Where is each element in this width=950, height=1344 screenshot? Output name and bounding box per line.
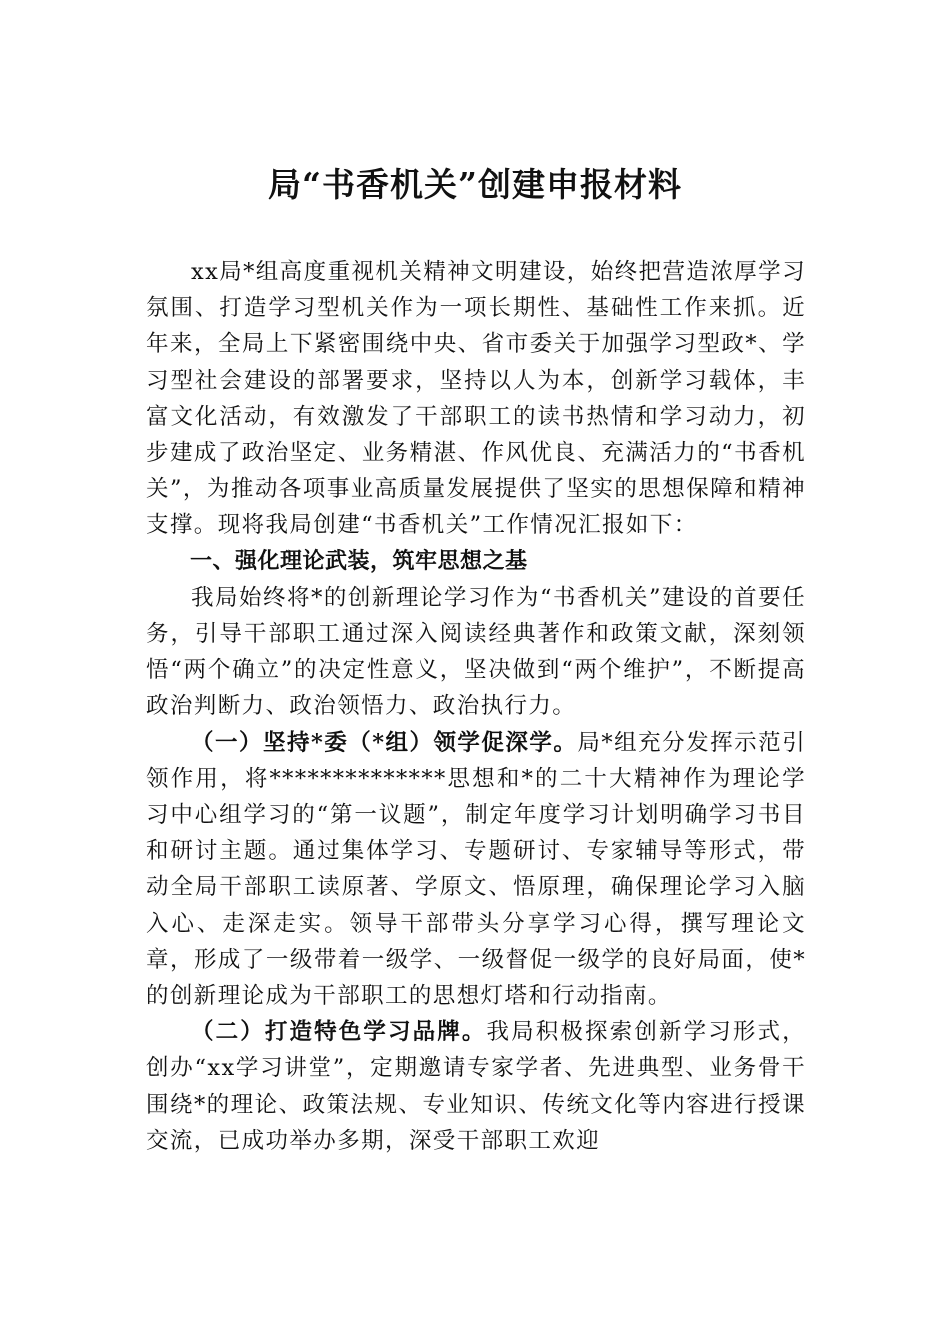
document-title: 局“书香机关”创建申报材料 [268, 165, 682, 204]
subsection-1-paragraph [146, 725, 806, 1015]
section-heading-1: 一、强化理论武装，筑牢思想之基 [190, 548, 528, 574]
intro-paragraph: xx局*组高度重视机关精神文明建设，始终把营造浓厚学习氛围、打造学习型机关作为一项长期性、基础性工作来抓。近年来，全局上下紧密围绕中央、省市委关于加强学习型政*、学习型社会建设的部署要求，坚持以人为本，创新学习载体，丰富文化活动，有效激发了干部职工的读书热情和学习动力，初步建成了政治坚定、业务精湛、作风优良、充满活力的“书香机关”，为推动各项事业高质量发展提供了坚实的思想保障和精神支撑。现将我局创建“书香机关”工作情况汇报如下： [146, 259, 806, 539]
subsection-2-paragraph [146, 1014, 806, 1159]
subsection-1-text: 局*组充分发挥示范引领作用，将**************思想和*的二十大精神作为理论学习中心组学习的“第一议题”，制定年度学习计划明确学习书目和研讨主题。通过集体学习、专题研讨、专家辅导等形式，带动全局干部职工读原著、学原文、悟原理，确保理论学习入脑入心、走深走实。领导干部带头分享学习心得，撰写理论文章，形成了一级带着一级学、一级督促一级学的良好局面，使*的创新理论成为干部职工的思想灯塔和行动指南。 [146, 729, 806, 1010]
document-body [146, 254, 806, 1159]
subsection-2-label: （二）打造特色学习品牌。 [191, 1019, 487, 1046]
section-1-intro-paragraph: 我局始终将*的创新理论学习作为“书香机关”建设的首要任务，引导干部职工通过深入阅读经典著作和政策文献，深刻领悟“两个确立”的决定性意义，坚决做到“两个维护”，不断提高政治判断力、政治领悟力、政治执行力。 [146, 584, 806, 720]
subsection-2-text: 我局积极探索创新学习形式，创办“xx学习讲堂”，定期邀请专家学者、先进典型、业务骨干围绕*的理论、政策法规、专业知识、传统文化等内容进行授课交流，已成功举办多期，深受干部职工欢迎 [146, 1019, 806, 1154]
subsection-1-label: （一）坚持*委（*组）领学促深学。 [191, 729, 578, 756]
